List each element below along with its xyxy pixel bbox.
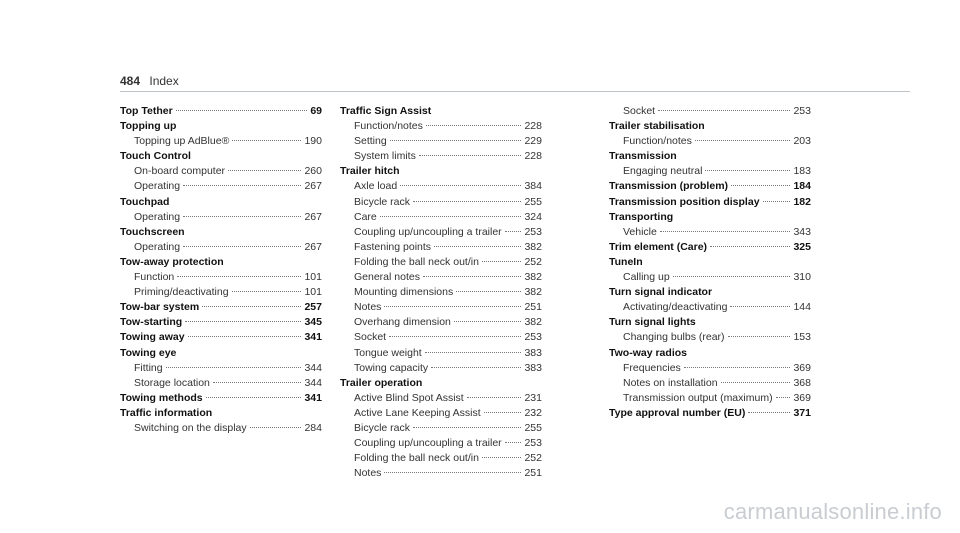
index-heading[interactable] (609, 255, 811, 270)
index-heading[interactable] (120, 391, 322, 406)
page-ref: 267 (304, 210, 322, 223)
index-heading-text: Trailer hitch (340, 165, 400, 178)
index-heading-text: Touchscreen (120, 225, 185, 238)
index-entry (609, 346, 811, 406)
page-ref: 229 (524, 135, 542, 148)
index-heading-text: Transmission position display (609, 195, 760, 208)
page-ref: 184 (793, 180, 811, 193)
index-heading-text: Transmission (609, 150, 677, 163)
index-subentry-text: Fastening points (354, 240, 432, 253)
index-heading[interactable] (609, 315, 811, 330)
index-heading[interactable] (609, 285, 811, 300)
page-ref: 382 (524, 240, 542, 253)
page-ref: 341 (304, 331, 322, 344)
index-column-3 (609, 104, 811, 421)
index-heading[interactable] (609, 149, 811, 164)
leader-dots (721, 382, 791, 383)
leader-dots (484, 412, 522, 413)
page-ref: 228 (524, 120, 542, 133)
page-ref: 203 (793, 135, 811, 148)
page-ref: 231 (524, 391, 542, 404)
page-ref: 232 (524, 406, 542, 419)
index-subentry[interactable] (120, 376, 322, 391)
index-subentry[interactable] (609, 330, 811, 345)
page-ref: 345 (304, 316, 322, 329)
index-subentry-text: Mounting dimensions (354, 286, 454, 299)
leader-dots (166, 367, 302, 368)
index-subentry-text: Active Blind Spot Assist (354, 391, 464, 404)
leader-dots (206, 397, 302, 398)
page-ref: 251 (524, 467, 542, 480)
index-subentry[interactable] (609, 270, 811, 285)
index-subentry-text: Activating/deactivating (623, 301, 728, 314)
page-ref: 101 (304, 286, 322, 299)
index-subentry-text: Priming/deactivating (134, 286, 229, 299)
page-ref: 382 (524, 271, 542, 284)
index-subentry-text: Operating (134, 180, 181, 193)
page-ref: 253 (524, 437, 542, 450)
index-subentry[interactable] (120, 240, 322, 255)
index-subentry-text: Bicycle rack (354, 195, 411, 208)
leader-dots (176, 110, 308, 111)
page-ref: 383 (524, 361, 542, 374)
leader-dots (250, 427, 302, 428)
leader-dots (505, 442, 522, 443)
leader-dots (425, 352, 522, 353)
page-ref: 384 (524, 180, 542, 193)
index-entry (120, 315, 322, 330)
index-heading-text: Tow-starting (120, 316, 183, 329)
index-subentry-text: Folding the ball neck out/in (354, 255, 479, 268)
page-ref: 252 (524, 452, 542, 465)
index-entry (120, 330, 322, 345)
index-heading[interactable] (120, 225, 322, 240)
leader-dots (400, 185, 521, 186)
leader-dots (728, 336, 791, 337)
leader-dots (380, 216, 522, 217)
index-heading-text: Tow-bar system (120, 301, 200, 314)
index-entry (609, 210, 811, 240)
page-ref: 255 (524, 421, 542, 434)
leader-dots (748, 412, 790, 413)
index-heading[interactable] (609, 119, 811, 134)
index-subentry-text: Topping up AdBlue® (134, 135, 230, 148)
page-ref: 371 (793, 406, 811, 419)
page-ref: 369 (793, 391, 811, 404)
leader-dots (183, 216, 301, 217)
index-subentry[interactable] (340, 421, 542, 436)
index-subentry-text: Engaging neutral (623, 165, 703, 178)
index-heading[interactable] (120, 255, 322, 270)
index-heading[interactable] (120, 300, 322, 315)
index-subentry[interactable] (120, 210, 322, 225)
index-subentry[interactable] (340, 346, 542, 361)
index-subentry-text: Folding the ball neck out/in (354, 452, 479, 465)
index-entry (609, 119, 811, 149)
page-ref: 144 (793, 301, 811, 314)
leader-dots (185, 321, 301, 322)
index-entry (609, 255, 811, 285)
leader-dots (658, 110, 790, 111)
page-ref: 369 (793, 361, 811, 374)
index-heading-text: Two-way radios (609, 346, 687, 359)
index-heading-text: Towing away (120, 331, 185, 344)
index-subentry[interactable] (120, 164, 322, 179)
leader-dots (183, 246, 301, 247)
index-heading[interactable] (340, 104, 542, 119)
index-subentry-text: Switching on the display (134, 421, 247, 434)
leader-dots (423, 276, 522, 277)
index-entry (609, 104, 811, 119)
index-subentry-text: Axle load (354, 180, 398, 193)
index-entry (340, 376, 542, 482)
index-entry (120, 119, 322, 149)
page-ref: 101 (304, 271, 322, 284)
index-subentry[interactable] (340, 225, 542, 240)
page-ref: 382 (524, 316, 542, 329)
index-subentry-text: Operating (134, 240, 181, 253)
index-subentry[interactable] (340, 466, 542, 481)
page-ref: 310 (793, 271, 811, 284)
index-subentry[interactable] (609, 300, 811, 315)
index-subentry[interactable] (609, 376, 811, 391)
index-entry (120, 346, 322, 391)
index-subentry-text: Calling up (623, 271, 670, 284)
index-subentry-text: Tongue weight (354, 346, 422, 359)
page-ref: 253 (524, 331, 542, 344)
index-subentry[interactable] (120, 134, 322, 149)
index-subentry[interactable] (340, 119, 542, 134)
index-subentry-text: Function (134, 271, 175, 284)
leader-dots (454, 321, 522, 322)
index-subentry[interactable] (340, 195, 542, 210)
index-entry (609, 240, 811, 255)
index-heading[interactable] (340, 376, 542, 391)
leader-dots (705, 170, 790, 171)
index-subentry-text: Socket (623, 105, 656, 117)
leader-dots (232, 140, 301, 141)
index-heading[interactable] (609, 195, 811, 210)
page-number: 484 (120, 74, 141, 88)
leader-dots (413, 201, 521, 202)
page-ref: 190 (304, 135, 322, 148)
index-subentry[interactable] (340, 270, 542, 285)
leader-dots (695, 140, 791, 141)
page-ref: 267 (304, 180, 322, 193)
index-heading[interactable] (120, 119, 322, 134)
index-column-1 (120, 104, 322, 436)
leader-dots (419, 155, 522, 156)
index-subentry[interactable] (340, 315, 542, 330)
page-ref: 228 (524, 150, 542, 163)
index-subentry-text: General notes (354, 271, 420, 284)
page-ref: 260 (304, 165, 322, 178)
index-subentry-text: System limits (354, 150, 416, 163)
leader-dots (505, 231, 522, 232)
index-subentry[interactable] (340, 451, 542, 466)
index-heading[interactable] (120, 330, 322, 345)
index-subentry[interactable] (609, 104, 811, 119)
index-heading-text: Transmission (problem) (609, 180, 729, 193)
index-heading[interactable] (120, 406, 322, 421)
index-heading-text: Turn signal lights (609, 316, 696, 329)
index-subentry-text: Bicycle rack (354, 421, 411, 434)
index-entry (609, 315, 811, 345)
index-subentry-text: Care (354, 210, 377, 223)
index-subentry[interactable] (609, 134, 811, 149)
index-subentry[interactable] (340, 210, 542, 225)
index-entry (120, 225, 322, 255)
leader-dots (188, 336, 302, 337)
index-subentry-text: Storage location (134, 376, 210, 389)
page-ref: 153 (793, 331, 811, 344)
index-subentry[interactable] (609, 361, 811, 376)
index-heading[interactable] (340, 164, 542, 179)
index-subentry-text: Function/notes (623, 135, 692, 148)
index-subentry-text: Setting (354, 135, 387, 148)
index-entry (120, 149, 322, 194)
index-subentry[interactable] (609, 225, 811, 240)
leader-dots (456, 291, 521, 292)
page-ref: 252 (524, 255, 542, 268)
page-ref: 325 (793, 240, 811, 253)
leader-dots (183, 185, 301, 186)
page-ref: 324 (524, 210, 542, 223)
index-entry (120, 104, 322, 119)
index-subentry-text: Frequencies (623, 361, 681, 374)
index-heading-text: Towing eye (120, 346, 177, 359)
index-subentry[interactable] (340, 134, 542, 149)
page-ref: 344 (304, 361, 322, 374)
index-subentry[interactable] (120, 179, 322, 194)
page-ref: 382 (524, 286, 542, 299)
index-heading-text: Trim element (Care) (609, 240, 708, 253)
index-subentry-text: Changing bulbs (rear) (623, 331, 725, 344)
index-heading-text: Traffic information (120, 406, 213, 419)
index-column-2 (340, 104, 542, 481)
page-ref: 182 (793, 195, 811, 208)
index-entry (609, 179, 811, 194)
index-subentry-text: On-board computer (134, 165, 226, 178)
leader-dots (730, 306, 790, 307)
index-entry (609, 149, 811, 179)
index-heading-text: Type approval number (EU) (609, 406, 746, 419)
index-heading[interactable] (120, 346, 322, 361)
index-heading-text: Top Tether (120, 105, 173, 117)
index-subentry[interactable] (340, 300, 542, 315)
index-subentry-text: Socket (354, 331, 387, 344)
index-subentry-text: Notes (354, 301, 382, 314)
index-entry (609, 195, 811, 210)
index-heading-text: Trailer stabilisation (609, 120, 705, 133)
page-ref: 344 (304, 376, 322, 389)
leader-dots (177, 276, 301, 277)
index-entry (120, 195, 322, 225)
leader-dots (731, 185, 790, 186)
index-subentry[interactable] (120, 285, 322, 300)
index-subentry[interactable] (340, 330, 542, 345)
index-subentry-text: Notes on installation (623, 376, 718, 389)
index-entry (120, 391, 322, 406)
index-subentry[interactable] (340, 240, 542, 255)
page-ref: 284 (304, 421, 322, 434)
index-heading[interactable] (609, 179, 811, 194)
leader-dots (763, 201, 791, 202)
index-heading-text: Topping up (120, 120, 177, 133)
page-ref: 251 (524, 301, 542, 314)
index-heading[interactable] (120, 195, 322, 210)
page-ref: 267 (304, 240, 322, 253)
page-ref: 255 (524, 195, 542, 208)
index-entry (120, 300, 322, 315)
index-heading-text: Traffic Sign Assist (340, 105, 432, 117)
page-ref: 253 (524, 225, 542, 238)
header-divider (120, 91, 910, 92)
leader-dots (202, 306, 301, 307)
index-heading-text: Touchpad (120, 195, 170, 208)
leader-dots (213, 382, 302, 383)
leader-dots (482, 261, 522, 262)
index-heading[interactable] (120, 315, 322, 330)
leader-dots (482, 457, 522, 458)
index-heading[interactable] (609, 240, 811, 255)
index-subentry-text: Notes (354, 467, 382, 480)
index-subentry[interactable] (120, 270, 322, 285)
index-subentry[interactable] (340, 361, 542, 376)
leader-dots (660, 231, 791, 232)
index-subentry[interactable] (120, 421, 322, 436)
page-header (120, 74, 179, 88)
index-subentry[interactable] (340, 436, 542, 451)
index-subentry-text: Overhang dimension (354, 316, 451, 329)
index-subentry-text: Coupling up/uncoupling a trailer (354, 225, 502, 238)
leader-dots (710, 246, 790, 247)
index-subentry[interactable] (340, 285, 542, 300)
leader-dots (467, 397, 522, 398)
index-entry (120, 255, 322, 300)
leader-dots (413, 427, 521, 428)
page-ref: 343 (793, 225, 811, 238)
index-heading[interactable] (609, 210, 811, 225)
index-subentry[interactable] (609, 391, 811, 406)
index-subentry-text: Towing capacity (354, 361, 429, 374)
leader-dots (228, 170, 301, 171)
page-ref: 383 (524, 346, 542, 359)
leader-dots (431, 367, 521, 368)
leader-dots (389, 336, 521, 337)
leader-dots (434, 246, 521, 247)
index-subentry[interactable] (609, 164, 811, 179)
index-subentry-text: Active Lane Keeping Assist (354, 406, 481, 419)
leader-dots (390, 140, 522, 141)
index-heading-text: Towing methods (120, 391, 203, 404)
leader-dots (384, 306, 521, 307)
leader-dots (426, 125, 522, 126)
index-subentry-text: Coupling up/uncoupling a trailer (354, 437, 502, 450)
index-subentry-text: Operating (134, 210, 181, 223)
index-heading-text: Transporting (609, 210, 674, 223)
page-ref: 257 (304, 301, 322, 314)
index-entry (609, 406, 811, 421)
page-ref: 368 (793, 376, 811, 389)
page-ref: 341 (304, 391, 322, 404)
index-heading-text: Tow-away protection (120, 255, 224, 268)
leader-dots (776, 397, 791, 398)
index-heading[interactable] (120, 104, 322, 119)
index-subentry[interactable] (340, 255, 542, 270)
index-entry (120, 406, 322, 436)
page-ref: 69 (310, 105, 322, 117)
index-heading-text: Trailer operation (340, 376, 423, 389)
index-heading-text: Turn signal indicator (609, 286, 713, 299)
index-subentry[interactable] (340, 149, 542, 164)
index-heading-text: Touch Control (120, 150, 191, 163)
index-entry (609, 285, 811, 315)
page-ref: 253 (793, 105, 811, 117)
section-title: Index (149, 74, 179, 88)
index-heading[interactable] (609, 346, 811, 361)
leader-dots (384, 472, 521, 473)
index-subentry[interactable] (340, 391, 542, 406)
index-subentry[interactable] (120, 361, 322, 376)
index-subentry[interactable] (340, 406, 542, 421)
leader-dots (673, 276, 791, 277)
index-heading-text: TuneIn (609, 255, 643, 268)
index-subentry-text: Transmission output (maximum) (623, 391, 773, 404)
index-heading[interactable] (120, 149, 322, 164)
leader-dots (232, 291, 302, 292)
index-entry (340, 104, 542, 164)
watermark: carmanualsonline.info (723, 499, 942, 524)
index-entry (340, 164, 542, 375)
index-subentry-text: Vehicle (623, 225, 657, 238)
index-subentry[interactable] (340, 179, 542, 194)
page-ref: 183 (793, 165, 811, 178)
index-heading[interactable] (609, 406, 811, 421)
index-subentry-text: Function/notes (354, 120, 423, 133)
leader-dots (684, 367, 791, 368)
index-subentry-text: Fitting (134, 361, 163, 374)
